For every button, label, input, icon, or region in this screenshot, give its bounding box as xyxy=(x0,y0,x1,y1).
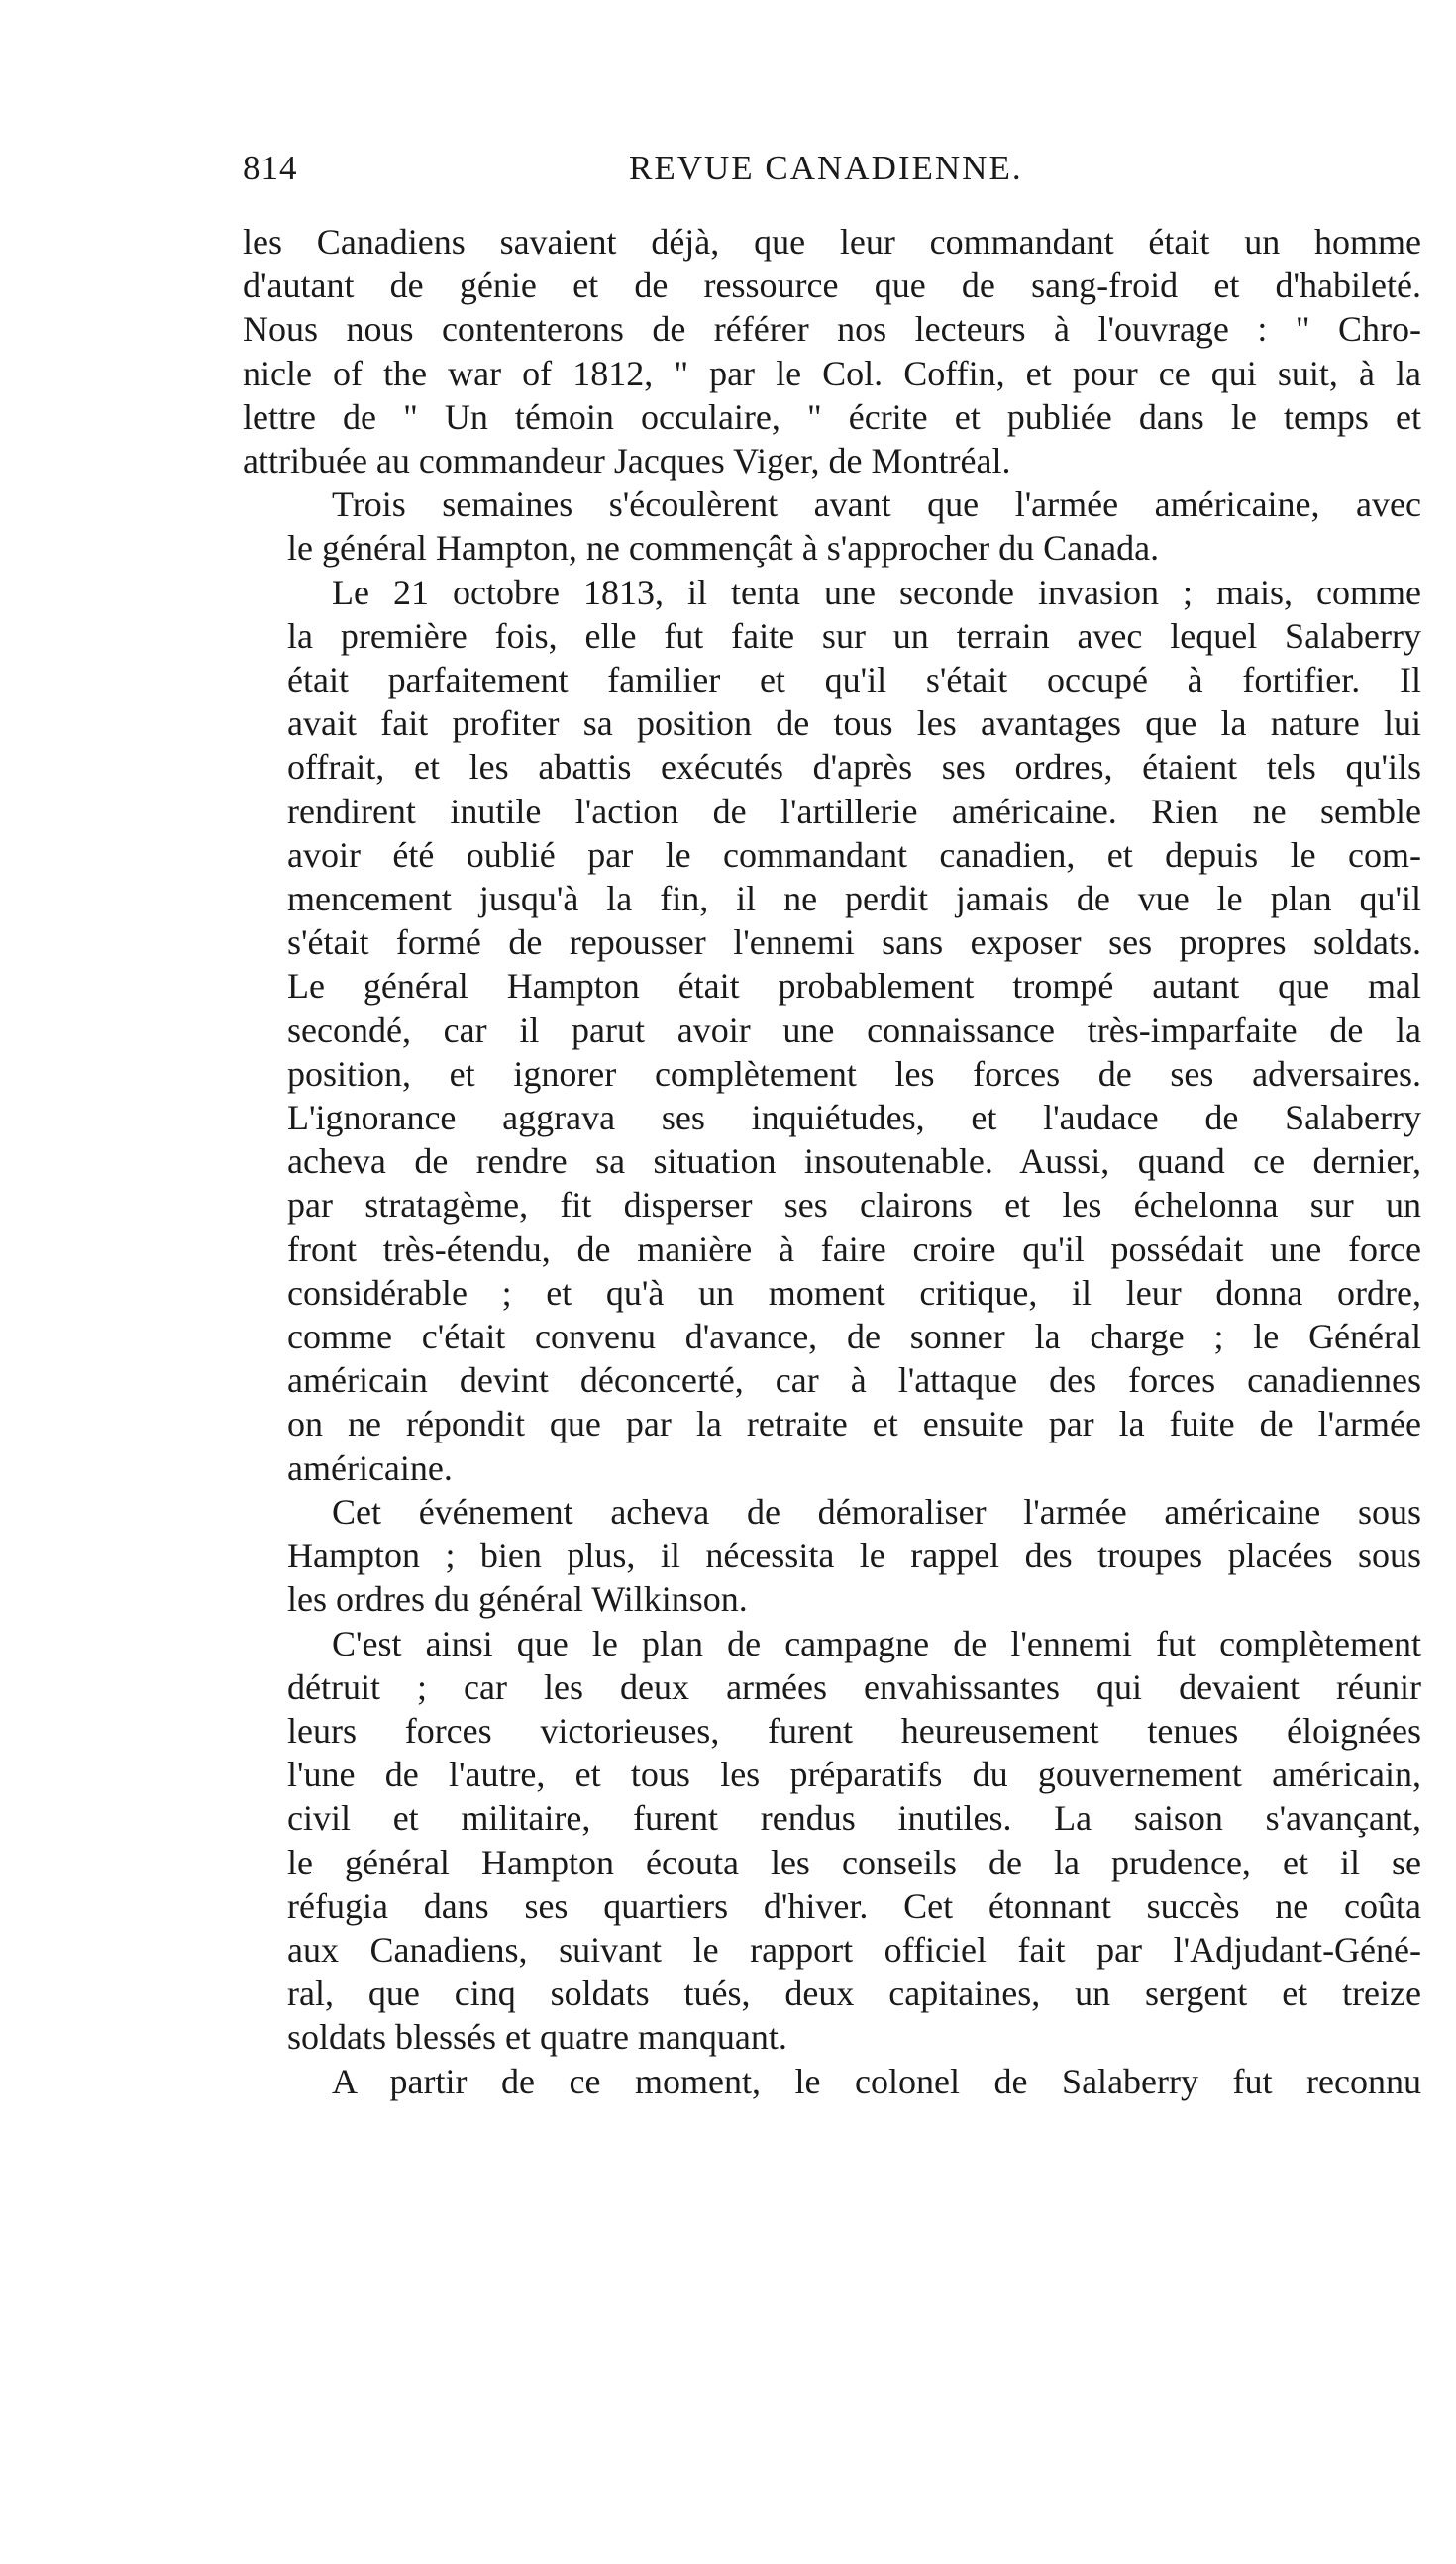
text-line: front très-étendu, de manière à faire croire qu'il possédait une force xyxy=(287,1229,1421,1269)
text-line: avait fait profiter sa position de tous les avantages que la nature lui xyxy=(287,703,1421,744)
running-title: REVUE CANADIENNE. xyxy=(629,149,1023,187)
paragraph xyxy=(243,571,1421,1490)
text-line: position, et ignorer complètement les forces de ses adversaires. xyxy=(287,1053,1421,1094)
paragraph xyxy=(243,2060,1421,2103)
text-line: secondé, car il parut avoir une connaissance très-imparfaite de la xyxy=(287,1010,1421,1050)
text-line: leurs forces victorieuses, furent heureusement tenues éloignées xyxy=(287,1710,1421,1751)
text-line: Le général Hampton était probablement trompé autant que mal xyxy=(287,966,1421,1007)
text-line: détruit ; car les deux armées envahissantes qui devaient réunir xyxy=(287,1666,1421,1707)
text-line: Nous nous contenterons de référer nos lecteurs à l'ouvrage : " Chro- xyxy=(243,309,1421,350)
text-line: était parfaitement familier et qu'il s'était occupé à fortifier. Il xyxy=(287,660,1421,700)
text-line: A partir de ce moment, le colonel de Salaberry fut reconnu xyxy=(332,2061,1421,2101)
text-line: attribuée au commandeur Jacques Viger, de Montréal. xyxy=(243,441,1011,481)
text-line: Trois semaines s'écoulèrent avant que l'armée américaine, avec xyxy=(332,484,1421,525)
text-line: lettre de " Un témoin occulaire, " écrite et publiée dans le temps et xyxy=(243,396,1421,437)
text-line: Hampton ; bien plus, il nécessita le rappel des troupes placées sous xyxy=(287,1536,1421,1576)
text-line: l'une de l'autre, et tous les préparatifs du gouvernement américain, xyxy=(287,1755,1421,1795)
text-line: Le 21 octobre 1813, il tenta une seconde invasion ; mais, comme xyxy=(332,572,1421,612)
paragraph xyxy=(243,220,1421,482)
body-text xyxy=(243,220,1421,2103)
text-line: acheva de rendre sa situation insoutenable. Aussi, quand ce dernier, xyxy=(287,1141,1421,1182)
text-line: les Canadiens savaient déjà, que leur commandant était un homme xyxy=(243,222,1421,262)
paragraph xyxy=(243,482,1421,570)
text-line: Cet événement acheva de démoraliser l'armée américaine sous xyxy=(332,1491,1421,1532)
text-line: le général Hampton écouta les conseils de la prudence, et il se xyxy=(287,1842,1421,1882)
text-line: rendirent inutile l'action de l'artillerie américaine. Rien ne semble xyxy=(287,791,1421,831)
text-line: comme c'était convenu d'avance, de sonner la charge ; le Général xyxy=(287,1317,1421,1357)
text-line: par stratagème, fit disperser ses clairons et les échelonna sur un xyxy=(287,1185,1421,1226)
text-line: réfugia dans ses quartiers d'hiver. Cet étonnant succès ne coûta xyxy=(287,1885,1421,1926)
text-line: les ordres du général Wilkinson. xyxy=(287,1579,748,1620)
text-line: on ne répondit que par la retraite et ensuite par la fuite de l'armée xyxy=(287,1404,1421,1444)
text-line: offrait, et les abattis exécutés d'après ses ordres, étaient tels qu'ils xyxy=(287,747,1421,788)
text-line: la première fois, elle fut faite sur un terrain avec lequel Salaberry xyxy=(287,615,1421,656)
text-line: soldats blessés et quatre manquant. xyxy=(287,2017,787,2058)
text-line: ral, que cinq soldats tués, deux capitaines, un sergent et treize xyxy=(287,1974,1421,2014)
text-line: mencement jusqu'à la fin, il ne perdit jamais de vue le plan qu'il xyxy=(287,879,1421,919)
paragraph xyxy=(243,1490,1421,1622)
text-line: avoir été oublié par le commandant canadien, et depuis le com- xyxy=(287,834,1421,875)
paragraph xyxy=(243,1622,1421,2060)
text-line: aux Canadiens, suivant le rapport officiel fait par l'Adjudant-Géné- xyxy=(287,1929,1421,1970)
text-line: considérable ; et qu'à un moment critique, il leur donna ordre, xyxy=(287,1272,1421,1313)
text-line: s'était formé de repousser l'ennemi sans exposer ses propres soldats. xyxy=(287,922,1421,963)
text-line: civil et militaire, furent rendus inutiles. La saison s'avançant, xyxy=(287,1798,1421,1839)
page-header xyxy=(243,149,1411,198)
text-line: L'ignorance aggrava ses inquiétudes, et l'audace de Salaberry xyxy=(287,1098,1421,1138)
text-line: C'est ainsi que le plan de campagne de l'ennemi fut complètement xyxy=(332,1623,1421,1663)
text-line: américaine. xyxy=(287,1447,453,1488)
text-line: américain devint déconcerté, car à l'attaque des forces canadiennes xyxy=(287,1360,1421,1401)
text-line: d'autant de génie et de ressource que de sang-froid et d'habileté. xyxy=(243,266,1421,306)
text-line: nicle of the war of 1812, " par le Col. Coffin, et pour ce qui suit, à la xyxy=(243,353,1421,393)
page-number: 814 xyxy=(243,149,298,187)
text-line: le général Hampton, ne commençât à s'approcher du Canada. xyxy=(287,528,1160,569)
